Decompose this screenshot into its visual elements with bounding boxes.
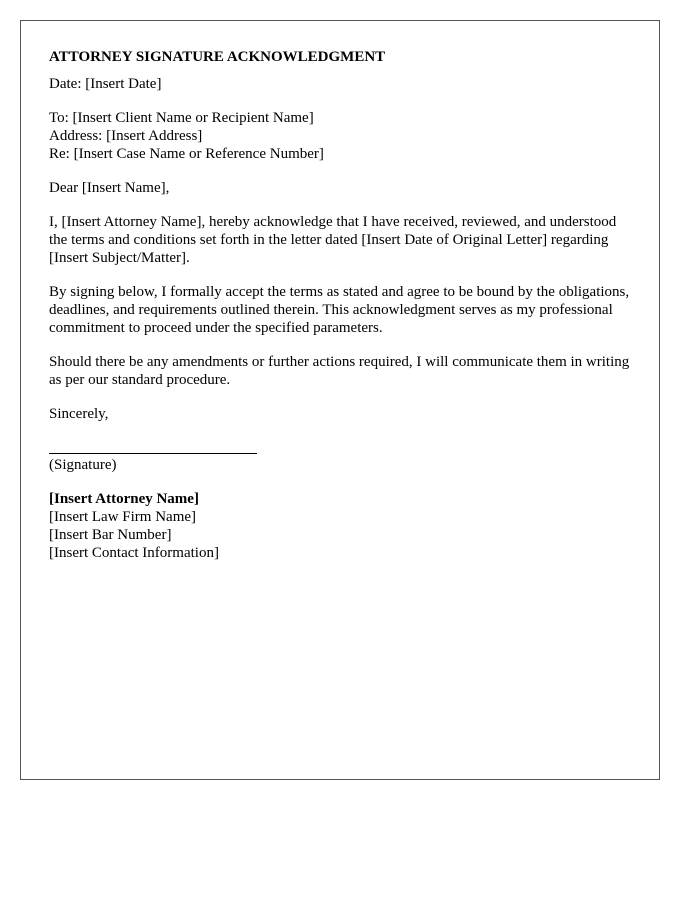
recipient-block [49, 109, 631, 163]
re-line: Re: [Insert Case Name or Reference Number] [49, 146, 324, 162]
body-paragraph-1: I, [Insert Attorney Name], hereby acknowledge that I have received, reviewed, and understood the terms and conditions set forth in the letter dated [Insert Date of Original Letter] regarding [Insert Subject/Matter]. [49, 214, 617, 266]
signer-name: [Insert Attorney Name] [49, 491, 199, 507]
address-line: Address: [Insert Address] [49, 128, 203, 144]
signer-block [49, 490, 631, 562]
signer-contact: [Insert Contact Information] [49, 545, 219, 561]
salutation: Dear [Insert Name], [49, 180, 170, 196]
body-paragraph-2: By signing below, I formally accept the terms as stated and agree to be bound by the obligations, deadlines, and requirements outlined therein. This acknowledgment serves as my professional commitment to proceed under the specified parameters. [49, 284, 630, 336]
signer-bar-number: [Insert Bar Number] [49, 527, 172, 543]
body-paragraph-3: Should there be any amendments or further actions required, I will communicate them in writing as per our standard procedure. [49, 354, 630, 388]
signature-line [49, 453, 257, 454]
letter-page [20, 20, 660, 780]
closing: Sincerely, [49, 406, 109, 422]
signature-space [49, 439, 631, 453]
to-line: To: [Insert Client Name or Recipient Name] [49, 110, 314, 126]
document-title: ATTORNEY SIGNATURE ACKNOWLEDGMENT [49, 49, 386, 65]
signer-firm: [Insert Law Firm Name] [49, 509, 197, 525]
signature-label: (Signature) [49, 457, 117, 473]
date-line: Date: [Insert Date] [49, 76, 162, 92]
